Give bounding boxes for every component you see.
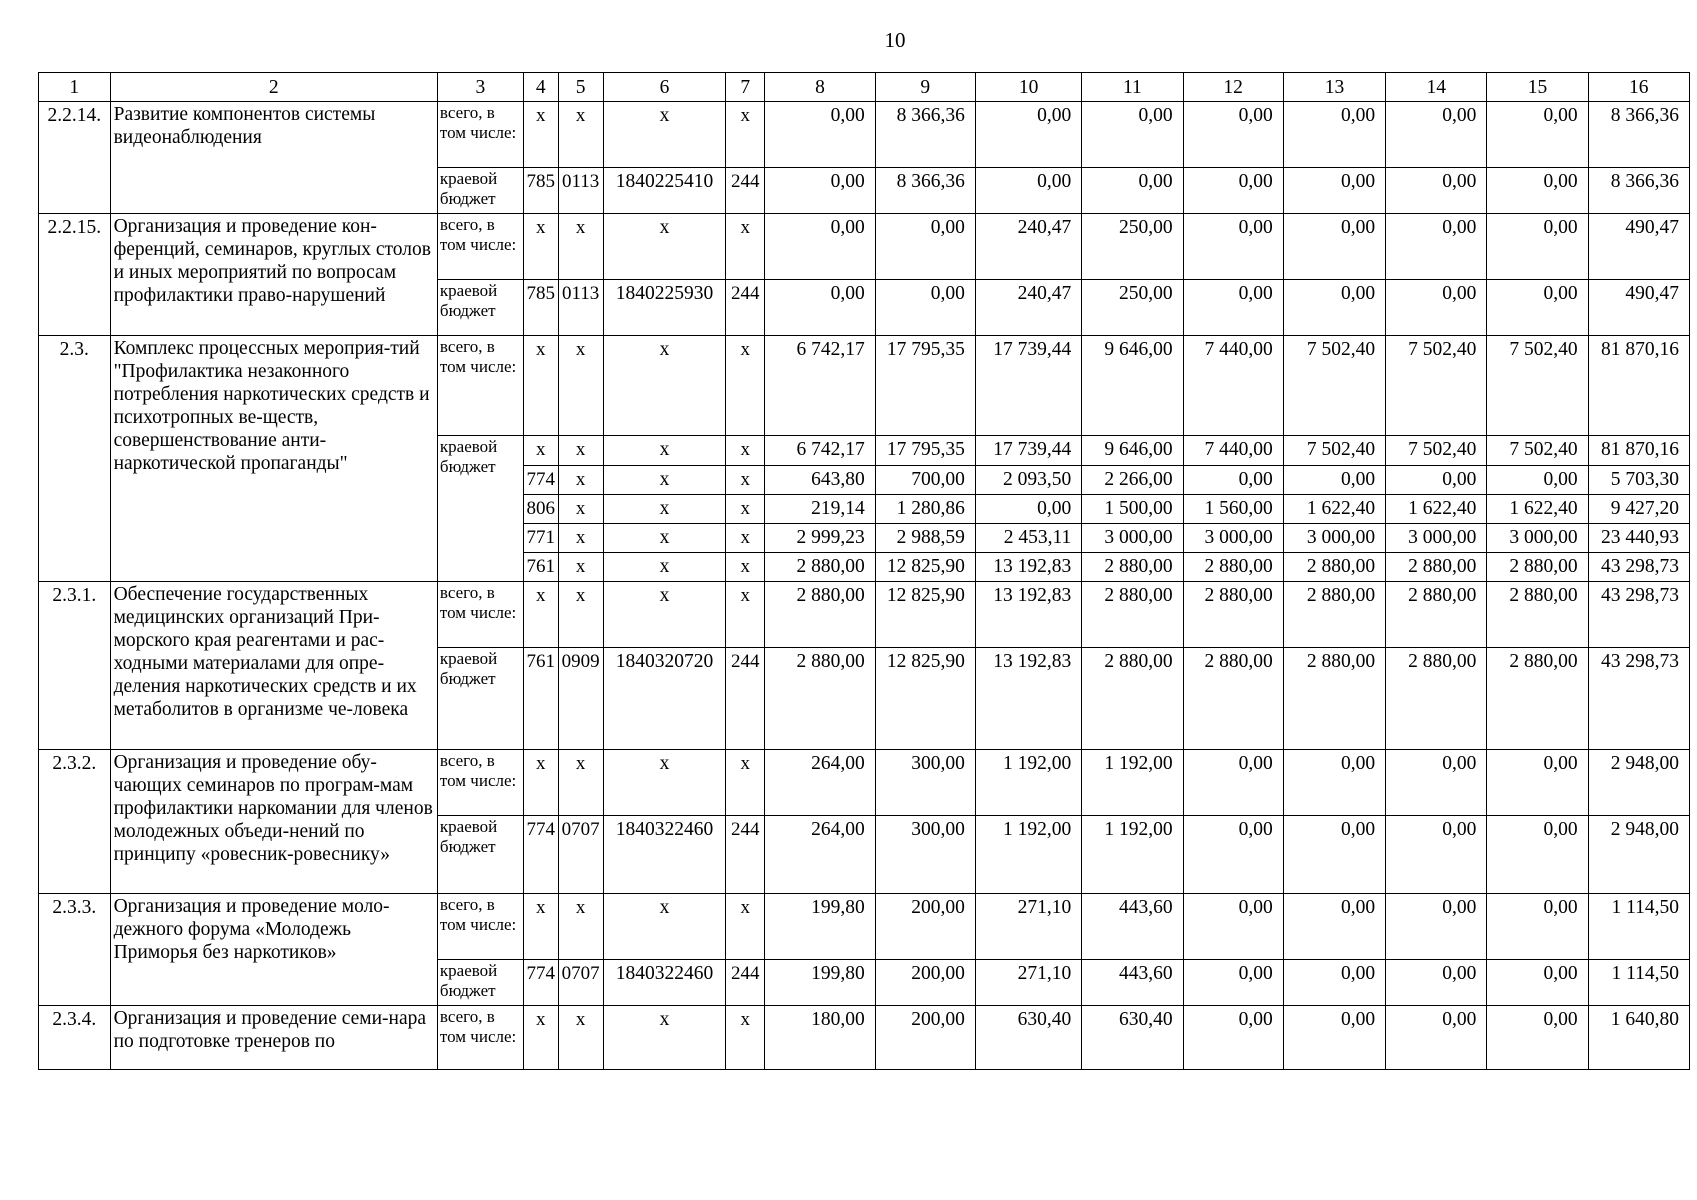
amount-cell: 2 880,00	[765, 553, 875, 582]
amount-cell: 264,00	[765, 750, 875, 816]
col-6-value: x	[603, 436, 726, 466]
amount-cell: 0,00	[975, 495, 1081, 524]
col-6-value: x	[603, 1006, 726, 1070]
col-4-value: 785	[523, 168, 558, 214]
amount-cell: 443,60	[1082, 894, 1183, 960]
amount-cell: 2 880,00	[765, 648, 875, 750]
amount-cell: 490,47	[1588, 214, 1689, 280]
item-code: 2.3.	[39, 336, 111, 582]
amount-cell: 1 114,50	[1588, 960, 1689, 1006]
amount-cell: 43 298,73	[1588, 582, 1689, 648]
funding-source: всего, в том числе:	[437, 214, 523, 280]
col-5-value: x	[558, 524, 603, 553]
col-6-value: x	[603, 336, 726, 436]
col-6-value: x	[603, 524, 726, 553]
amount-cell: 0,00	[765, 280, 875, 336]
item-name: Организация и проведение обу-чающих семинаров по програм-мам профилактики наркомании для членов молодежных объеди-нений по принципу «ровесник-ровеснику»	[110, 750, 437, 894]
col-6-value: x	[603, 582, 726, 648]
col-5-value: x	[558, 214, 603, 280]
col-7-value: 244	[726, 816, 765, 894]
amount-cell: 2 880,00	[1183, 553, 1283, 582]
col-6-value: x	[603, 466, 726, 495]
amount-cell: 2 880,00	[1183, 648, 1283, 750]
amount-cell: 240,47	[975, 280, 1081, 336]
amount-cell: 643,80	[765, 466, 875, 495]
col-6-value: x	[603, 495, 726, 524]
amount-cell: 2 880,00	[1386, 553, 1487, 582]
col-6-value: x	[603, 750, 726, 816]
amount-cell: 0,00	[1283, 168, 1385, 214]
amount-cell: 2 093,50	[975, 466, 1081, 495]
col-4-value: 785	[523, 280, 558, 336]
col-7-value: x	[726, 894, 765, 960]
amount-cell: 13 192,83	[975, 648, 1081, 750]
col-5-value: x	[558, 894, 603, 960]
col-7-value: x	[726, 582, 765, 648]
amount-cell: 300,00	[875, 816, 975, 894]
amount-cell: 2 880,00	[1487, 553, 1588, 582]
amount-cell: 3 000,00	[1487, 524, 1588, 553]
amount-cell: 7 502,40	[1283, 436, 1385, 466]
amount-cell: 8 366,36	[875, 102, 975, 168]
amount-cell: 250,00	[1082, 214, 1183, 280]
amount-cell: 199,80	[765, 960, 875, 1006]
col-7-value: 244	[726, 960, 765, 1006]
amount-cell: 0,00	[1183, 894, 1283, 960]
col-5-value: 0113	[558, 168, 603, 214]
item-name: Организация и проведение кон-ференций, семинаров, круглых столов и иных мероприятий по вопросам профилактики право-нарушений	[110, 214, 437, 336]
amount-cell: 9 427,20	[1588, 495, 1689, 524]
amount-cell: 300,00	[875, 750, 975, 816]
amount-cell: 1 280,86	[875, 495, 975, 524]
amount-cell: 5 703,30	[1588, 466, 1689, 495]
amount-cell: 630,40	[1082, 1006, 1183, 1070]
amount-cell: 7 502,40	[1283, 336, 1385, 436]
amount-cell: 0,00	[1183, 960, 1283, 1006]
amount-cell: 17 795,35	[875, 336, 975, 436]
funding-source: краевой бюджет	[437, 960, 523, 1006]
amount-cell: 0,00	[1386, 102, 1487, 168]
funding-source: краевой бюджет	[437, 816, 523, 894]
item-code: 2.2.15.	[39, 214, 111, 336]
col-5-value: 0113	[558, 280, 603, 336]
amount-cell: 0,00	[1283, 816, 1385, 894]
col-6-value: 1840322460	[603, 960, 726, 1006]
amount-cell: 1 192,00	[1082, 750, 1183, 816]
amount-cell: 2 880,00	[1283, 553, 1385, 582]
item-code: 2.3.3.	[39, 894, 111, 1006]
column-header: 5	[558, 73, 603, 102]
col-7-value: x	[726, 495, 765, 524]
amount-cell: 2 880,00	[1487, 582, 1588, 648]
col-4-value: 774	[523, 816, 558, 894]
page-number: 10	[884, 28, 906, 52]
amount-cell: 0,00	[1386, 750, 1487, 816]
amount-cell: 1 622,40	[1487, 495, 1588, 524]
amount-cell: 3 000,00	[1183, 524, 1283, 553]
amount-cell: 1 500,00	[1082, 495, 1183, 524]
amount-cell: 2 880,00	[1082, 553, 1183, 582]
col-5-value: 0707	[558, 960, 603, 1006]
funding-source: всего, в том числе:	[437, 102, 523, 168]
col-4-value: 771	[523, 524, 558, 553]
amount-cell: 0,00	[1487, 894, 1588, 960]
amount-cell: 1 640,80	[1588, 1006, 1689, 1070]
amount-cell: 12 825,90	[875, 582, 975, 648]
amount-cell: 1 192,00	[1082, 816, 1183, 894]
col-5-value: x	[558, 495, 603, 524]
amount-cell: 630,40	[975, 1006, 1081, 1070]
col-4-value: x	[523, 436, 558, 466]
col-6-value: x	[603, 553, 726, 582]
amount-cell: 0,00	[1283, 750, 1385, 816]
amount-cell: 2 999,23	[765, 524, 875, 553]
funding-source: краевой бюджет	[437, 280, 523, 336]
column-header: 4	[523, 73, 558, 102]
amount-cell: 9 646,00	[1082, 336, 1183, 436]
amount-cell: 7 440,00	[1183, 336, 1283, 436]
amount-cell: 0,00	[1386, 280, 1487, 336]
col-5-value: x	[558, 466, 603, 495]
amount-cell: 200,00	[875, 960, 975, 1006]
amount-cell: 0,00	[765, 102, 875, 168]
amount-cell: 8 366,36	[1588, 102, 1689, 168]
column-header: 8	[765, 73, 875, 102]
amount-cell: 12 825,90	[875, 648, 975, 750]
amount-cell: 2 880,00	[1183, 582, 1283, 648]
amount-cell: 3 000,00	[1386, 524, 1487, 553]
col-7-value: x	[726, 553, 765, 582]
amount-cell: 2 948,00	[1588, 750, 1689, 816]
amount-cell: 271,10	[975, 960, 1081, 1006]
col-5-value: 0707	[558, 816, 603, 894]
item-name: Организация и проведение моло-дежного форума «Молодежь Приморья без наркотиков»	[110, 894, 437, 1006]
amount-cell: 0,00	[875, 280, 975, 336]
table-row	[39, 894, 1690, 960]
amount-cell: 0,00	[765, 214, 875, 280]
amount-cell: 0,00	[1386, 894, 1487, 960]
column-header: 10	[975, 73, 1081, 102]
amount-cell: 0,00	[1487, 1006, 1588, 1070]
col-4-value: 774	[523, 960, 558, 1006]
amount-cell: 0,00	[1283, 1006, 1385, 1070]
budget-table	[38, 72, 1690, 1070]
amount-cell: 3 000,00	[1082, 524, 1183, 553]
table-row	[39, 750, 1690, 816]
amount-cell: 0,00	[1183, 816, 1283, 894]
amount-cell: 1 622,40	[1386, 495, 1487, 524]
col-6-value: 1840225930	[603, 280, 726, 336]
col-7-value: x	[726, 1006, 765, 1070]
col-7-value: 244	[726, 648, 765, 750]
amount-cell: 13 192,83	[975, 582, 1081, 648]
col-7-value: x	[726, 214, 765, 280]
amount-cell: 2 880,00	[1487, 648, 1588, 750]
funding-source: краевой бюджет	[437, 648, 523, 750]
amount-cell: 0,00	[1386, 816, 1487, 894]
col-5-value: 0909	[558, 648, 603, 750]
item-name: Развитие компонентов системы видеонаблюдения	[110, 102, 437, 214]
amount-cell: 200,00	[875, 1006, 975, 1070]
col-4-value: x	[523, 894, 558, 960]
col-4-value: x	[523, 214, 558, 280]
amount-cell: 0,00	[1283, 102, 1385, 168]
col-4-value: 761	[523, 648, 558, 750]
amount-cell: 0,00	[1386, 168, 1487, 214]
amount-cell: 0,00	[1386, 1006, 1487, 1070]
column-header: 9	[875, 73, 975, 102]
col-4-value: x	[523, 102, 558, 168]
funding-source: всего, в том числе:	[437, 750, 523, 816]
amount-cell: 490,47	[1588, 280, 1689, 336]
column-header: 14	[1386, 73, 1487, 102]
amount-cell: 0,00	[1386, 960, 1487, 1006]
amount-cell: 0,00	[1183, 280, 1283, 336]
column-header: 16	[1588, 73, 1689, 102]
col-6-value: 1840225410	[603, 168, 726, 214]
amount-cell: 13 192,83	[975, 553, 1081, 582]
amount-cell: 0,00	[765, 168, 875, 214]
funding-source: всего, в том числе:	[437, 1006, 523, 1070]
amount-cell: 12 825,90	[875, 553, 975, 582]
col-4-value: x	[523, 1006, 558, 1070]
amount-cell: 180,00	[765, 1006, 875, 1070]
amount-cell: 1 622,40	[1283, 495, 1385, 524]
amount-cell: 2 880,00	[1283, 648, 1385, 750]
col-7-value: x	[726, 102, 765, 168]
amount-cell: 0,00	[1487, 960, 1588, 1006]
amount-cell: 0,00	[1283, 894, 1385, 960]
amount-cell: 7 502,40	[1386, 436, 1487, 466]
amount-cell: 81 870,16	[1588, 436, 1689, 466]
col-7-value: x	[726, 436, 765, 466]
funding-source: всего, в том числе:	[437, 894, 523, 960]
amount-cell: 200,00	[875, 894, 975, 960]
table-row	[39, 214, 1690, 280]
funding-source: краевой бюджет	[437, 436, 523, 582]
amount-cell: 2 880,00	[765, 582, 875, 648]
amount-cell: 0,00	[1487, 280, 1588, 336]
amount-cell: 3 000,00	[1283, 524, 1385, 553]
amount-cell: 0,00	[1183, 750, 1283, 816]
col-4-value: x	[523, 582, 558, 648]
col-7-value: x	[726, 524, 765, 553]
col-7-value: 244	[726, 168, 765, 214]
amount-cell: 0,00	[1487, 750, 1588, 816]
amount-cell: 2 453,11	[975, 524, 1081, 553]
funding-source: всего, в том числе:	[437, 336, 523, 436]
column-header: 11	[1082, 73, 1183, 102]
amount-cell: 2 880,00	[1283, 582, 1385, 648]
amount-cell: 2 880,00	[1386, 582, 1487, 648]
amount-cell: 2 880,00	[1082, 582, 1183, 648]
table-row	[39, 582, 1690, 648]
amount-cell: 219,14	[765, 495, 875, 524]
col-7-value: x	[726, 336, 765, 436]
amount-cell: 0,00	[1183, 1006, 1283, 1070]
amount-cell: 0,00	[1487, 214, 1588, 280]
amount-cell: 17 795,35	[875, 436, 975, 466]
amount-cell: 240,47	[975, 214, 1081, 280]
col-4-value: 774	[523, 466, 558, 495]
header-row	[39, 73, 1690, 102]
table-row	[39, 102, 1690, 168]
amount-cell: 0,00	[1283, 960, 1385, 1006]
amount-cell: 199,80	[765, 894, 875, 960]
amount-cell: 0,00	[975, 102, 1081, 168]
col-4-value: x	[523, 750, 558, 816]
col-4-value: x	[523, 336, 558, 436]
amount-cell: 43 298,73	[1588, 553, 1689, 582]
amount-cell: 17 739,44	[975, 336, 1081, 436]
amount-cell: 443,60	[1082, 960, 1183, 1006]
col-7-value: x	[726, 466, 765, 495]
amount-cell: 6 742,17	[765, 436, 875, 466]
amount-cell: 2 266,00	[1082, 466, 1183, 495]
amount-cell: 0,00	[1183, 214, 1283, 280]
amount-cell: 0,00	[1283, 280, 1385, 336]
col-6-value: x	[603, 894, 726, 960]
amount-cell: 0,00	[1183, 102, 1283, 168]
funding-source: всего, в том числе:	[437, 582, 523, 648]
amount-cell: 250,00	[1082, 280, 1183, 336]
amount-cell: 0,00	[1283, 214, 1385, 280]
column-header: 2	[110, 73, 437, 102]
col-4-value: 761	[523, 553, 558, 582]
amount-cell: 17 739,44	[975, 436, 1081, 466]
amount-cell: 7 502,40	[1487, 336, 1588, 436]
amount-cell: 0,00	[1183, 168, 1283, 214]
column-header: 7	[726, 73, 765, 102]
col-6-value: 1840320720	[603, 648, 726, 750]
amount-cell: 7 440,00	[1183, 436, 1283, 466]
amount-cell: 700,00	[875, 466, 975, 495]
item-code: 2.3.2.	[39, 750, 111, 894]
funding-source: краевой бюджет	[437, 168, 523, 214]
column-header: 12	[1183, 73, 1283, 102]
amount-cell: 23 440,93	[1588, 524, 1689, 553]
column-header: 6	[603, 73, 726, 102]
col-5-value: x	[558, 553, 603, 582]
col-4-value: 806	[523, 495, 558, 524]
amount-cell: 0,00	[1487, 168, 1588, 214]
amount-cell: 0,00	[975, 168, 1081, 214]
col-7-value: 244	[726, 280, 765, 336]
amount-cell: 0,00	[875, 214, 975, 280]
item-code: 2.3.1.	[39, 582, 111, 750]
column-header: 3	[437, 73, 523, 102]
amount-cell: 2 948,00	[1588, 816, 1689, 894]
item-name: Комплекс процессных мероприя-тий "Профилактика незаконного потребления наркотических средств и психотропных ве-ществ, совершенствование анти-наркотической пропаганды"	[110, 336, 437, 582]
amount-cell: 8 366,36	[1588, 168, 1689, 214]
amount-cell: 1 114,50	[1588, 894, 1689, 960]
amount-cell: 0,00	[1487, 466, 1588, 495]
item-code: 2.2.14.	[39, 102, 111, 214]
column-header: 15	[1487, 73, 1588, 102]
amount-cell: 271,10	[975, 894, 1081, 960]
amount-cell: 43 298,73	[1588, 648, 1689, 750]
amount-cell: 0,00	[1283, 466, 1385, 495]
amount-cell: 1 560,00	[1183, 495, 1283, 524]
item-name: Обеспечение государственных медицинских организаций При-морского края реагентами и рас-ходными материалами для опре-деления наркотических средств и их метаболитов в организме че-ловека	[110, 582, 437, 750]
table-row	[39, 336, 1690, 436]
amount-cell: 8 366,36	[875, 168, 975, 214]
col-5-value: x	[558, 102, 603, 168]
column-header: 1	[39, 73, 111, 102]
amount-cell: 0,00	[1487, 816, 1588, 894]
col-7-value: x	[726, 750, 765, 816]
col-5-value: x	[558, 436, 603, 466]
amount-cell: 0,00	[1082, 168, 1183, 214]
amount-cell: 9 646,00	[1082, 436, 1183, 466]
amount-cell: 0,00	[1386, 214, 1487, 280]
item-name: Организация и проведение семи-нара по подготовке тренеров по	[110, 1006, 437, 1070]
amount-cell: 0,00	[1386, 466, 1487, 495]
amount-cell: 7 502,40	[1487, 436, 1588, 466]
amount-cell: 1 192,00	[975, 750, 1081, 816]
amount-cell: 2 988,59	[875, 524, 975, 553]
amount-cell: 81 870,16	[1588, 336, 1689, 436]
col-6-value: x	[603, 102, 726, 168]
amount-cell: 6 742,17	[765, 336, 875, 436]
amount-cell: 0,00	[1082, 102, 1183, 168]
amount-cell: 0,00	[1487, 102, 1588, 168]
item-code: 2.3.4.	[39, 1006, 111, 1070]
column-header: 13	[1283, 73, 1385, 102]
amount-cell: 2 880,00	[1082, 648, 1183, 750]
amount-cell: 7 502,40	[1386, 336, 1487, 436]
amount-cell: 1 192,00	[975, 816, 1081, 894]
col-5-value: x	[558, 336, 603, 436]
col-5-value: x	[558, 582, 603, 648]
amount-cell: 264,00	[765, 816, 875, 894]
table-row	[39, 1006, 1690, 1070]
col-6-value: 1840322460	[603, 816, 726, 894]
col-5-value: x	[558, 1006, 603, 1070]
col-5-value: x	[558, 750, 603, 816]
col-6-value: x	[603, 214, 726, 280]
amount-cell: 0,00	[1183, 466, 1283, 495]
amount-cell: 2 880,00	[1386, 648, 1487, 750]
